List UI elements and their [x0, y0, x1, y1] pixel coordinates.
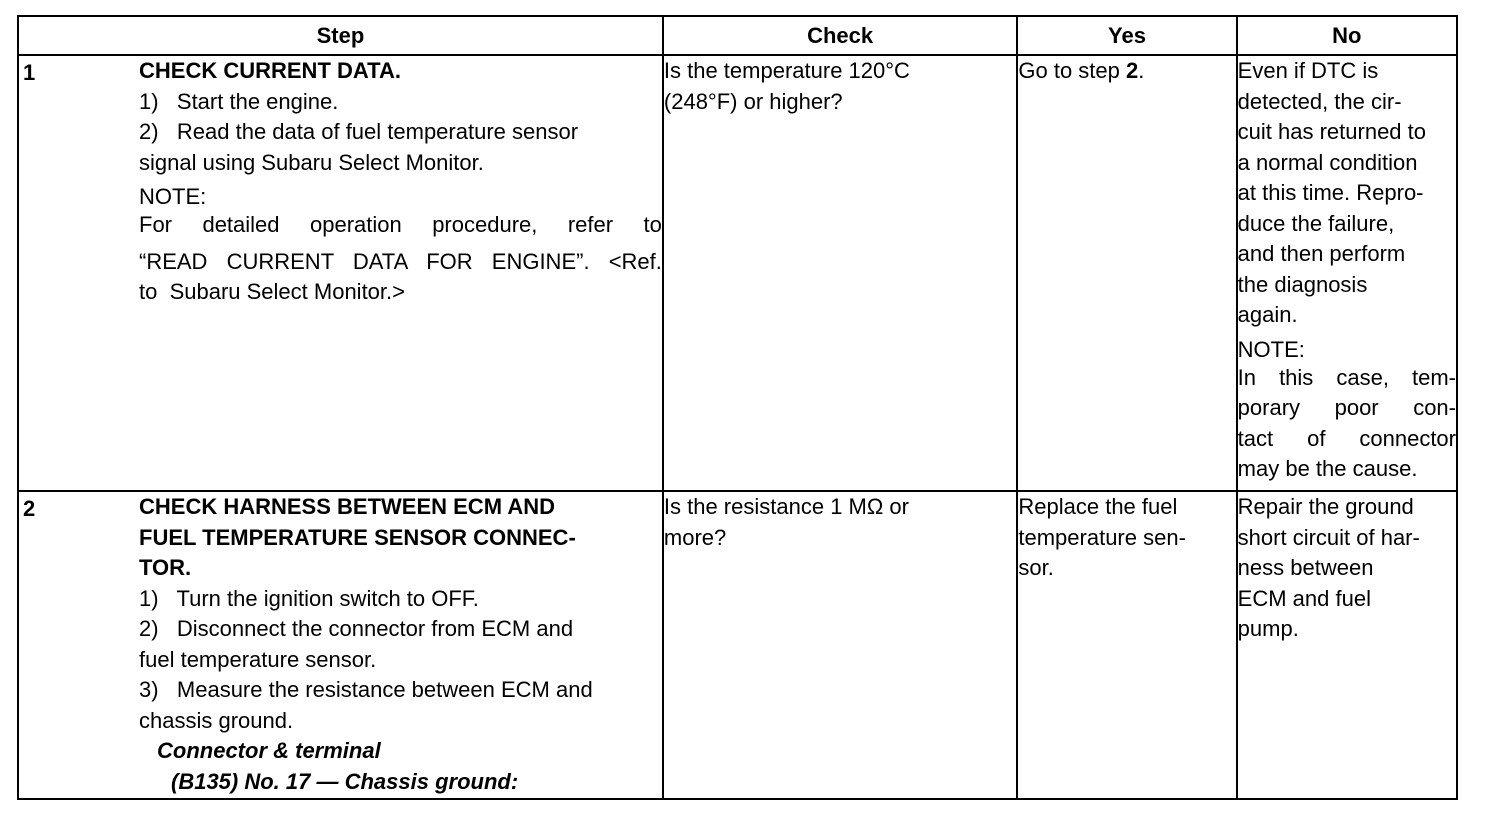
header-yes: Yes — [1017, 16, 1236, 55]
step-instruction: chassis ground. — [139, 707, 294, 733]
no-text: Repair the ground — [1237, 494, 1414, 519]
no-text: ness between — [1237, 555, 1374, 580]
check-text: more? — [663, 524, 727, 550]
step-instruction: 2) Disconnect the connector from ECM and — [139, 616, 574, 641]
step-body — [139, 492, 662, 797]
connector-label: Connector & terminal — [157, 738, 381, 763]
connector-value: (B135) No. 17 — Chassis ground: — [171, 768, 519, 794]
step-number: 1 — [23, 60, 36, 85]
no-note-label: NOTE: — [1237, 336, 1305, 362]
table-header-row — [18, 16, 1457, 55]
no-text: Even if DTC is — [1237, 58, 1379, 83]
no-cell — [1237, 55, 1457, 491]
check-cell — [663, 55, 1017, 491]
no-text: cuit has returned to — [1237, 119, 1427, 144]
no-text: pump. — [1237, 616, 1299, 641]
no-cell — [1237, 491, 1457, 799]
no-text: detected, the cir- — [1237, 88, 1402, 114]
no-text: short circuit of har- — [1237, 524, 1420, 550]
yes-cell — [1017, 491, 1236, 799]
step-instruction: 2) Read the data of fuel temperature sensor — [139, 119, 579, 144]
check-text: Is the resistance 1 MΩ or — [663, 494, 909, 519]
step-instruction: 1) Turn the ignition switch to OFF. — [139, 585, 479, 611]
note-text: to Subaru Select Monitor.> — [139, 279, 405, 304]
yes-suffix: . — [1138, 58, 1145, 83]
check-text: Is the temperature 120°C — [663, 58, 910, 83]
no-text: and then perform — [1237, 241, 1406, 266]
step-title: TOR. — [139, 555, 192, 580]
step-title: FUEL TEMPERATURE SENSOR CONNEC- — [139, 524, 576, 550]
no-text: ECM and fuel — [1237, 585, 1371, 611]
step-title: CHECK HARNESS BETWEEN ECM AND — [139, 494, 555, 519]
yes-text — [1018, 56, 1235, 87]
header-check: Check — [663, 16, 1017, 55]
no-text: a normal condition — [1237, 149, 1418, 175]
step-title: CHECK CURRENT DATA. — [139, 58, 401, 83]
note-text: For detailed operation procedure, refer to — [139, 212, 662, 237]
no-text: the diagnosis — [1237, 271, 1368, 297]
diagnostic-table — [17, 15, 1458, 800]
no-note-text: tact of connector — [1237, 425, 1456, 451]
step-instruction: signal using Subaru Select Monitor. — [139, 149, 484, 175]
no-text: at this time. Repro- — [1237, 180, 1424, 205]
table-row — [18, 491, 1457, 799]
step-cell — [18, 491, 663, 799]
yes-prefix: Go to step — [1018, 58, 1126, 83]
note-text: “READ CURRENT DATA FOR ENGINE”. <Ref. — [139, 248, 662, 274]
no-note-text: In this case, tem- — [1237, 364, 1456, 390]
check-cell — [663, 491, 1017, 799]
step-instruction: 3) Measure the resistance between ECM and — [139, 677, 593, 702]
yes-text: temperature sen- — [1018, 524, 1186, 550]
step-cell — [18, 55, 663, 491]
header-step: Step — [18, 16, 663, 55]
check-text: (248°F) or higher? — [663, 88, 843, 114]
no-note-text: porary poor con- — [1237, 395, 1456, 420]
step-number: 2 — [23, 496, 36, 521]
step-instruction: 1) Start the engine. — [139, 88, 339, 114]
yes-step-ref: 2 — [1126, 58, 1139, 83]
step-instruction: fuel temperature sensor. — [139, 646, 377, 672]
yes-text: sor. — [1018, 555, 1054, 580]
table-row — [18, 55, 1457, 491]
no-note-text: may be the cause. — [1237, 456, 1418, 481]
step-body — [139, 56, 662, 308]
note-label: NOTE: — [139, 184, 207, 209]
no-text: again. — [1237, 302, 1298, 327]
header-no: No — [1237, 16, 1457, 55]
no-text: duce the failure, — [1237, 210, 1395, 236]
yes-cell — [1017, 55, 1236, 491]
yes-text: Replace the fuel — [1018, 494, 1178, 519]
